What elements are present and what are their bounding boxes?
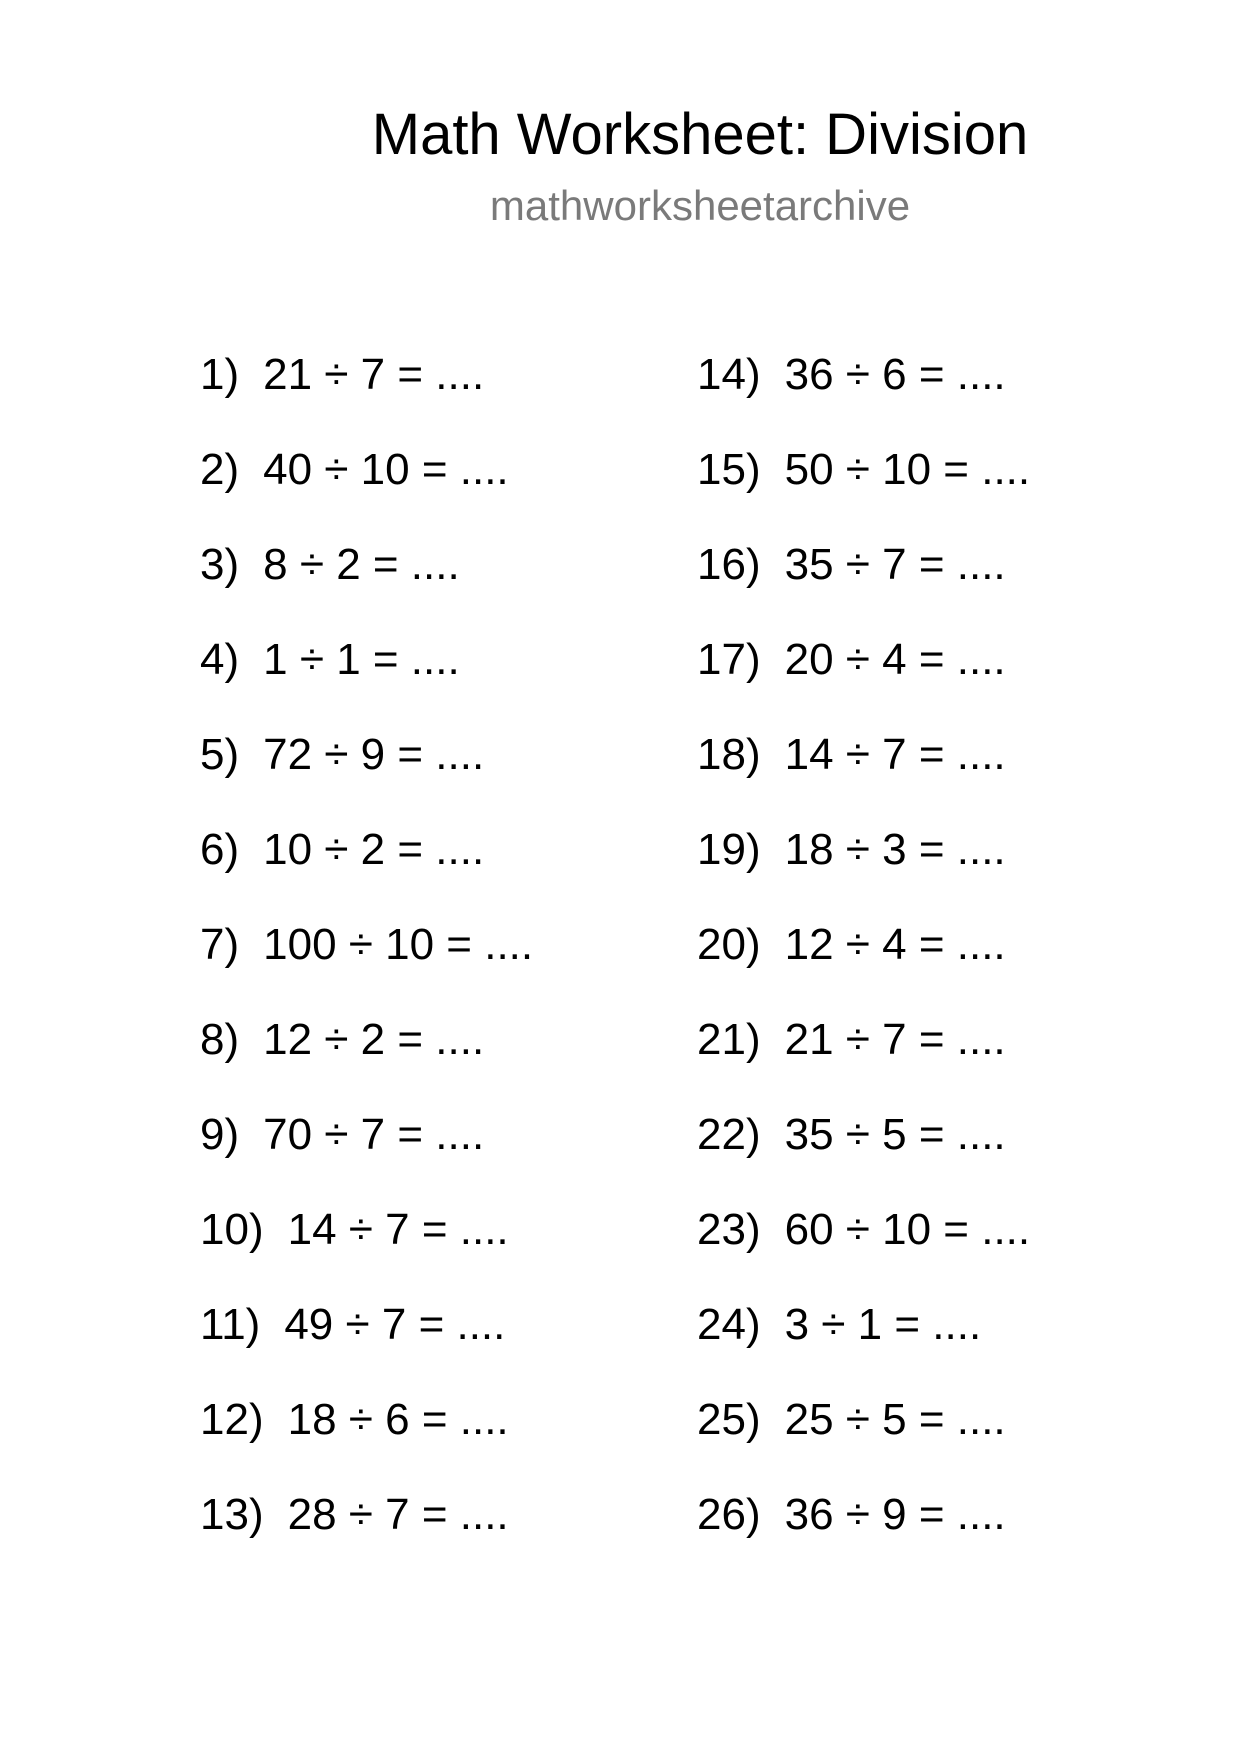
problem-expression: 20 ÷ 4 = .... [784,635,1006,684]
problem-expression: 18 ÷ 3 = .... [784,825,1006,874]
problem-column-left [200,340,533,1575]
problem-number: 13) [200,1490,264,1539]
problem-number: 7) [200,920,240,969]
problem-expression: 25 ÷ 5 = .... [784,1395,1006,1444]
problem-number: 6) [200,825,240,874]
problem-expression: 60 ÷ 10 = .... [784,1205,1031,1254]
problem-expression: 36 ÷ 9 = .... [784,1490,1006,1539]
problem-expression: 35 ÷ 7 = .... [784,540,1006,589]
problem-item [200,1100,533,1195]
problem-expression: 70 ÷ 7 = .... [263,1110,485,1159]
problem-item [697,1005,1030,1100]
problem-number: 26) [697,1490,761,1539]
problem-number: 8) [200,1015,240,1064]
worksheet-title: Math Worksheet: Division [371,102,1029,167]
problem-number: 18) [697,730,761,779]
problem-expression: 21 ÷ 7 = .... [263,350,485,399]
problem-item [200,1290,533,1385]
problem-expression: 3 ÷ 1 = .... [784,1300,982,1349]
problem-number: 4) [200,635,240,684]
problem-item [697,1480,1030,1575]
problem-number: 16) [697,540,761,589]
problem-item [697,910,1030,1005]
problem-item [697,1195,1030,1290]
problem-column-right [697,340,1030,1575]
problem-number: 25) [697,1395,761,1444]
problem-number: 17) [697,635,761,684]
problem-item [200,340,533,435]
problem-expression: 35 ÷ 5 = .... [784,1110,1006,1159]
problem-expression: 50 ÷ 10 = .... [784,445,1031,494]
problem-number: 12) [200,1395,264,1444]
problem-item [697,1385,1030,1480]
problem-number: 22) [697,1110,761,1159]
problem-number: 2) [200,445,240,494]
problem-item [200,625,533,720]
problem-item [697,625,1030,720]
problem-number: 3) [200,540,240,589]
problem-number: 9) [200,1110,240,1159]
problem-item [697,435,1030,530]
problem-expression: 14 ÷ 7 = .... [287,1205,509,1254]
problem-number: 10) [200,1205,264,1254]
problem-expression: 28 ÷ 7 = .... [287,1490,509,1539]
problem-item [200,435,533,530]
problem-item [200,1005,533,1100]
problem-number: 1) [200,350,240,399]
problem-number: 19) [697,825,761,874]
problem-item [697,1100,1030,1195]
problem-expression: 36 ÷ 6 = .... [784,350,1006,399]
problem-number: 15) [697,445,761,494]
problem-number: 5) [200,730,240,779]
problem-expression: 12 ÷ 4 = .... [784,920,1006,969]
problem-number: 23) [697,1205,761,1254]
problem-expression: 18 ÷ 6 = .... [287,1395,509,1444]
problem-expression: 10 ÷ 2 = .... [263,825,485,874]
problem-expression: 72 ÷ 9 = .... [263,730,485,779]
problem-item [200,1385,533,1480]
problem-number: 24) [697,1300,761,1349]
problem-item [200,910,533,1005]
problem-expression: 14 ÷ 7 = .... [784,730,1006,779]
problem-expression: 40 ÷ 10 = .... [263,445,509,494]
problem-expression: 100 ÷ 10 = .... [263,920,534,969]
problem-expression: 8 ÷ 2 = .... [263,540,460,589]
problem-expression: 1 ÷ 1 = .... [263,635,460,684]
problem-number: 14) [697,350,761,399]
problem-item [697,1290,1030,1385]
worksheet-subtitle: mathworksheetarchive [489,182,911,229]
problem-item [697,720,1030,815]
problem-item [200,530,533,625]
problem-item [697,530,1030,625]
problem-expression: 21 ÷ 7 = .... [784,1015,1006,1064]
problem-item [200,720,533,815]
problem-item [200,1195,533,1290]
problem-item [697,815,1030,910]
problem-expression: 49 ÷ 7 = .... [284,1300,506,1349]
problem-number: 20) [697,920,761,969]
problem-number: 11) [200,1300,261,1349]
problem-item [200,1480,533,1575]
problem-number: 21) [697,1015,761,1064]
problem-expression: 12 ÷ 2 = .... [263,1015,485,1064]
problem-item [697,340,1030,435]
problem-item [200,815,533,910]
